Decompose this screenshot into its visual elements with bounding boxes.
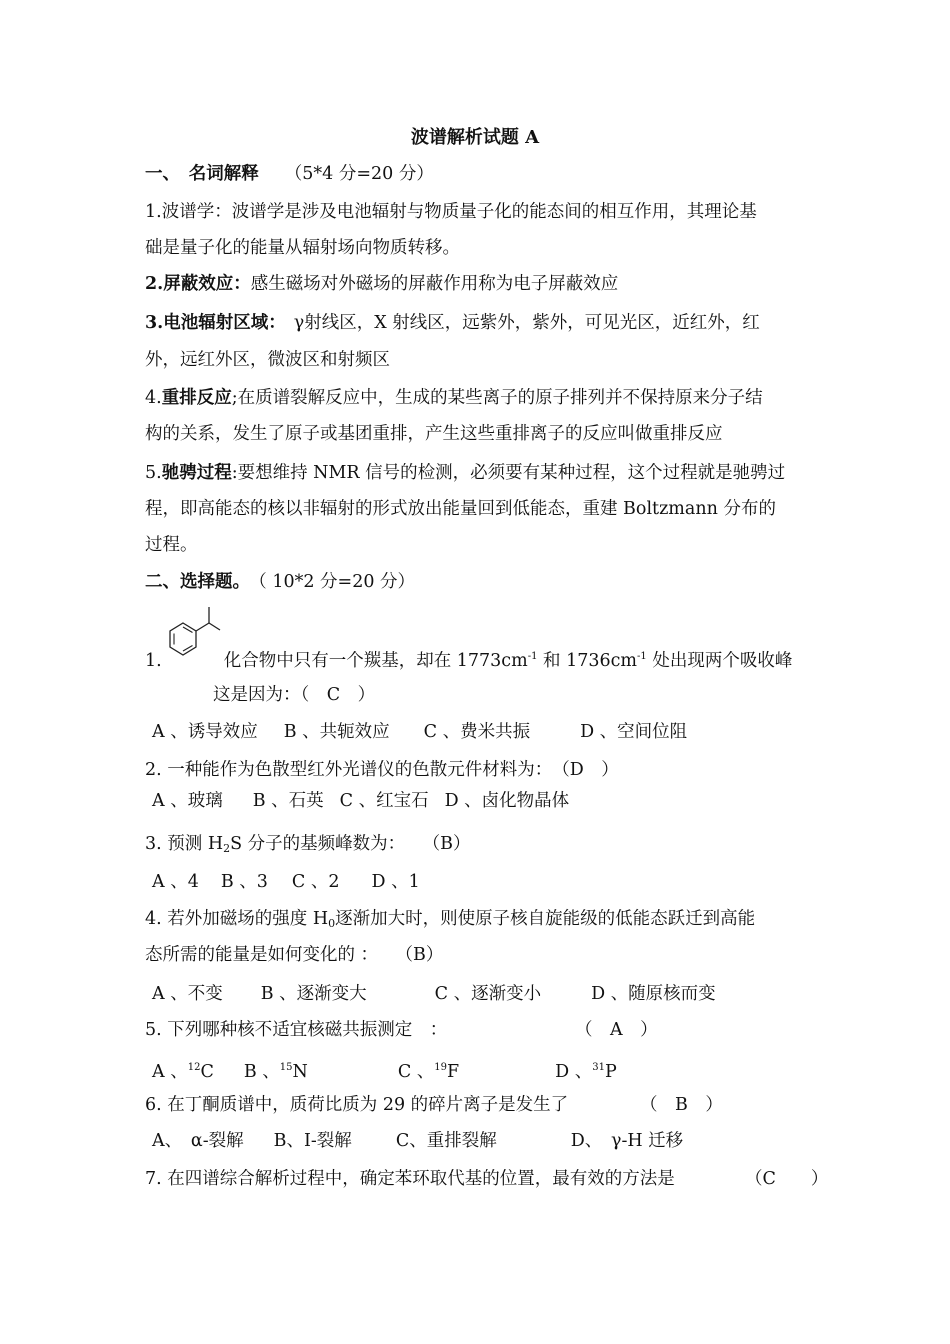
def-4-line-1: 4.重排反应;在质谱裂解反应中，生成的某些离子的原子排列并不保持原来分子结	[145, 388, 763, 408]
def-4-line-2: 构的关系，发生了原子或基团重排，产生这些重排离子的反应叫做重排反应	[145, 424, 723, 444]
option-b: B 、逐渐变大	[260, 984, 367, 1004]
option-a: A 、不变	[152, 984, 223, 1004]
option-d: D 、空间位阻	[580, 722, 688, 742]
option-d: D 、卤化物晶体	[444, 791, 570, 811]
section2-score: （ 10*2 分=20 分）	[258, 572, 416, 592]
def-5-line-3: 过程。	[145, 535, 198, 555]
option-c: C 、$^{19}$F	[397, 1062, 460, 1082]
question-2: 2. 一种能作为色散型红外光谱仪的色散元件材料为： （D ）	[145, 760, 619, 780]
question-4-options	[152, 982, 716, 1006]
def-3-line-1: 3.电池辐射区域： γ射线区，X 射线区，远紫外，紫外，可见光区，近红外，红	[145, 313, 760, 333]
question-4-line-2: 态所需的能量是如何变化的 ： （B）	[145, 945, 444, 965]
def-1-line-1: 1.波谱学：波谱学是涉及电池辐射与物质量子化的能态间的相互作用，其理论基	[145, 202, 757, 222]
section1-heading	[145, 162, 434, 186]
option-b: B 、共轭效应	[283, 722, 390, 742]
option-d: D 、随原核而变	[591, 984, 716, 1004]
question-1-line-1: 1. 化合物中只有一个羰基，却在 $1773cm^{-1}$ 和 $1736cm^{-1}$ 处出现两个吸收峰	[145, 651, 793, 671]
question-1-line-2: 这是因为：（ C ）	[213, 685, 376, 705]
option-c: C 、2	[291, 872, 340, 892]
option-b: B 、$^{15}$N	[243, 1062, 308, 1082]
question-7-answer: （C ）	[745, 1169, 829, 1189]
option-b: B 、3	[220, 872, 268, 892]
question-5-options	[152, 1056, 617, 1084]
option-c: C 、逐渐变小	[434, 984, 542, 1004]
section1-score: （5*4 分=20 分）	[284, 164, 434, 184]
def-1-line-2: 础是量子化的能量从辐射场向物质转移。	[145, 238, 460, 258]
option-a: A 、诱导效应	[152, 722, 258, 742]
option-d: D 、$^{31}$P	[555, 1062, 617, 1082]
def-5-line-2: 程，即高能态的核以非辐射的形式放出能量回到低能态，重建 Boltzmann 分布的	[145, 499, 776, 519]
option-a: A 、$^{12}$C	[152, 1062, 214, 1082]
def-5-line-1: 5.驰骋过程:要想维持 NMR 信号的检测，必须要有某种过程，这个过程就是驰骋过	[145, 463, 786, 483]
question-2-options	[152, 789, 569, 813]
page-title: 波谱解析试题 A	[410, 127, 540, 148]
question-1-options	[152, 720, 687, 744]
question-3: 3. 预测 $H_2S$ 分子的基频峰数为： （B）	[145, 834, 471, 855]
option-b: B 、石英	[252, 791, 324, 811]
option-a: A 、玻璃	[152, 791, 223, 811]
section2-heading	[145, 570, 415, 594]
option-a: A、 α-裂解	[152, 1131, 244, 1151]
option-a: A 、4	[152, 872, 199, 892]
question-6: 6. 在丁酮质谱中，质荷比质为 29 的碎片离子是发生了	[145, 1095, 569, 1115]
def-3-line-2: 外，远红外区，微波区和射频区	[145, 350, 390, 370]
section1-heading-text: 一、 名词解释	[145, 164, 259, 184]
option-c: C 、红宝石	[339, 791, 429, 811]
question-3-options	[152, 870, 420, 894]
question-7: 7. 在四谱综合解析过程中，确定苯环取代基的位置，最有效的方法是	[145, 1169, 675, 1189]
question-6-answer: （ B ）	[640, 1095, 723, 1115]
question-6-options	[152, 1129, 683, 1153]
section2-heading-text: 二、选择题。	[145, 572, 250, 592]
question-4-line-1: 4. 若外加磁场的强度 $H_0$逐渐加大时，则使原子核自旋能级的低能态跃迁到高能	[145, 909, 756, 930]
option-b: B、I-裂解	[273, 1131, 352, 1151]
option-d: D、 γ-H 迁移	[570, 1131, 684, 1151]
def-2: 2.屏蔽效应：感生磁场对外磁场的屏蔽作用称为电子屏蔽效应	[145, 274, 619, 294]
option-c: C、重排裂解	[395, 1131, 497, 1151]
option-d: D 、1	[371, 872, 420, 892]
question-5-answer: （ A ）	[575, 1020, 658, 1040]
question-5: 5. 下列哪种核不适宜核磁共振测定 ：	[145, 1020, 448, 1040]
option-c: C 、费米共振	[423, 722, 531, 742]
